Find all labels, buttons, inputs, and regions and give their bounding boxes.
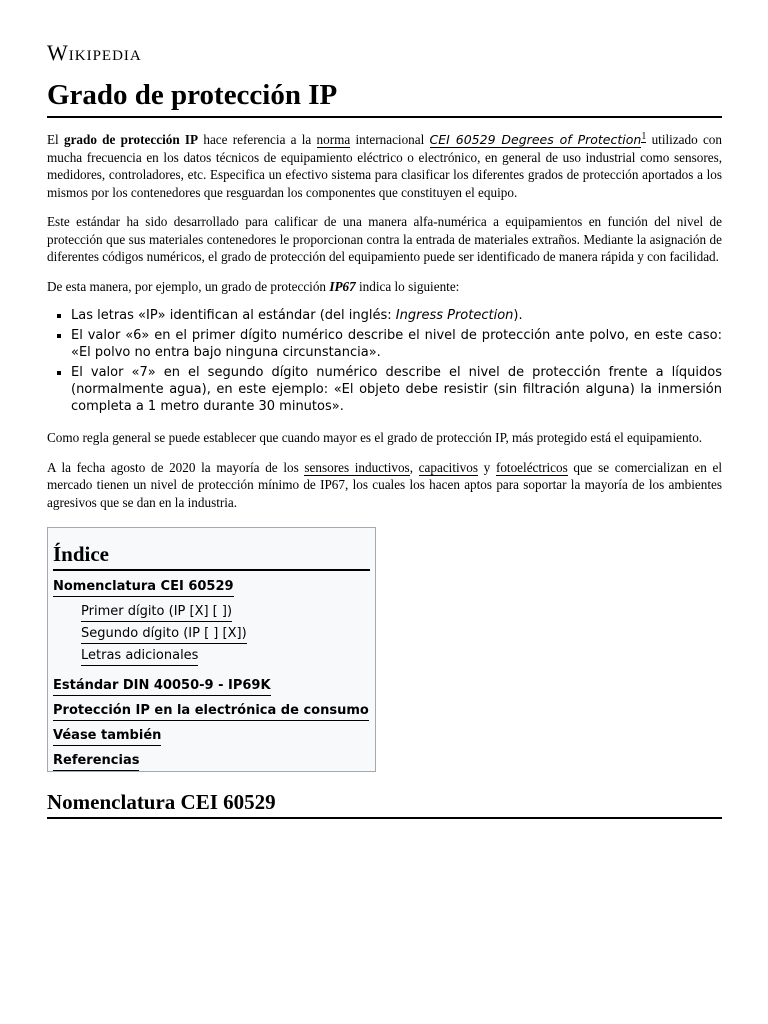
- intro-paragraph: [47, 131, 722, 201]
- list-item: [71, 327, 722, 361]
- bullet-list: [47, 307, 722, 415]
- text-run: El valor «6» en el primer dígito numérico describe el nivel de protección ante polvo, en este caso: «El polvo no entra bajo ninguna circunstancia».: [71, 328, 722, 360]
- page-title: Grado de protección IP: [47, 78, 722, 118]
- link-capacitivos[interactable]: capacitivos: [418, 459, 478, 475]
- list-item: [71, 364, 722, 415]
- paragraph-general-rule: Como regla general se puede establecer que cuando mayor es el grado de protección IP, más protegido está el equipamiento.: [47, 430, 703, 445]
- paragraph-standard: Este estándar ha sido desarrollado para calificar de una manera alfa-numérica a equipamientos en función del nivel de protección que sus materiales contenedores le proporcionan contra la entrada de materiales extraños. Mediante la asignación de diferentes códigos numéricos, el grado de protección del equipamiento puede ser identificado de manera rápida y con facilidad.: [47, 214, 722, 264]
- text-run: indica lo siguiente:: [355, 278, 460, 294]
- text-run: internacional: [350, 132, 430, 147]
- table-of-contents: [47, 527, 376, 772]
- text-run: ,: [409, 459, 419, 475]
- toc-item-referencias[interactable]: Referencias: [53, 752, 139, 771]
- list-item: [71, 307, 722, 324]
- toc-item-segundo-digito[interactable]: Segundo dígito (IP [ ] [X]): [81, 625, 247, 644]
- link-fotoelectricos[interactable]: fotoeléctricos: [495, 459, 568, 475]
- text-run: Las letras «IP» identifican al estándar (del inglés:: [71, 308, 396, 323]
- link-norma[interactable]: norma: [316, 132, 351, 147]
- footnote-ref-1[interactable]: 1: [641, 130, 647, 142]
- section-heading-nomenclatura: Nomenclatura CEI 60529: [47, 790, 722, 819]
- toc-item-din-40050[interactable]: Estándar DIN 40050-9 - IP69K: [53, 677, 271, 696]
- toc-item-electronica-consumo[interactable]: Protección IP en la electrónica de consumo: [53, 702, 369, 721]
- toc-item-vease-tambien[interactable]: Véase también: [53, 727, 161, 746]
- text-run: A la fecha agosto de 2020 la mayoría de los: [47, 459, 305, 475]
- bold-term: grado de protección IP: [63, 132, 199, 147]
- toc-item-letras-adicionales[interactable]: Letras adicionales: [81, 647, 198, 666]
- italic-term: Ingress Protection: [395, 308, 514, 323]
- link-sensores-inductivos[interactable]: sensores inductivos: [304, 459, 410, 475]
- paragraph-sensors: [47, 459, 722, 512]
- text-run: utilizado con mucha frecuencia en los datos técnicos de equipamiento eléctrico o electrónico, en general de uso industrial como sensores, medidores, controladores, etc. Especifica un efectivo sistema para clasificar los diferentes grados de protección aportados a los mismos por los contenedores que resguardan los componentes que constituyen el equipo.: [47, 132, 722, 200]
- text-run: De esta manera, por ejemplo, un grado de protección: [47, 278, 330, 294]
- text-run: El valor «7» en el segundo dígito numérico describe el nivel de protección frente a líquidos (normalmente agua), en este ejemplo: «El objeto debe resistir (sin filtración alguna) la inmersión completa a 1 metro durante 30 minutos».: [71, 365, 722, 414]
- toc-item-primer-digito[interactable]: Primer dígito (IP [X] [ ]): [81, 603, 232, 622]
- link-cei-60529[interactable]: CEI 60529 Degrees of Protection: [429, 132, 642, 147]
- paragraph-example: [47, 278, 722, 296]
- text-run: y: [478, 459, 496, 475]
- toc-title: Índice: [53, 542, 370, 571]
- code-ip67: IP67: [329, 278, 356, 294]
- text-run: hace referencia a la: [198, 132, 317, 147]
- toc-item-nomenclatura[interactable]: Nomenclatura CEI 60529: [53, 578, 234, 597]
- text-run: El: [47, 132, 64, 147]
- text-run: que se comercializan en el mercado tienen un nivel de protección mínimo de IP67, los cuales los hacen aptos para soportar la mayoría de los ambientes agresivos que se dan en la industria.: [47, 459, 722, 510]
- text-run: ).: [513, 308, 523, 323]
- article-body: [47, 131, 722, 819]
- wikipedia-wordmark[interactable]: Wikipedia: [47, 40, 142, 65]
